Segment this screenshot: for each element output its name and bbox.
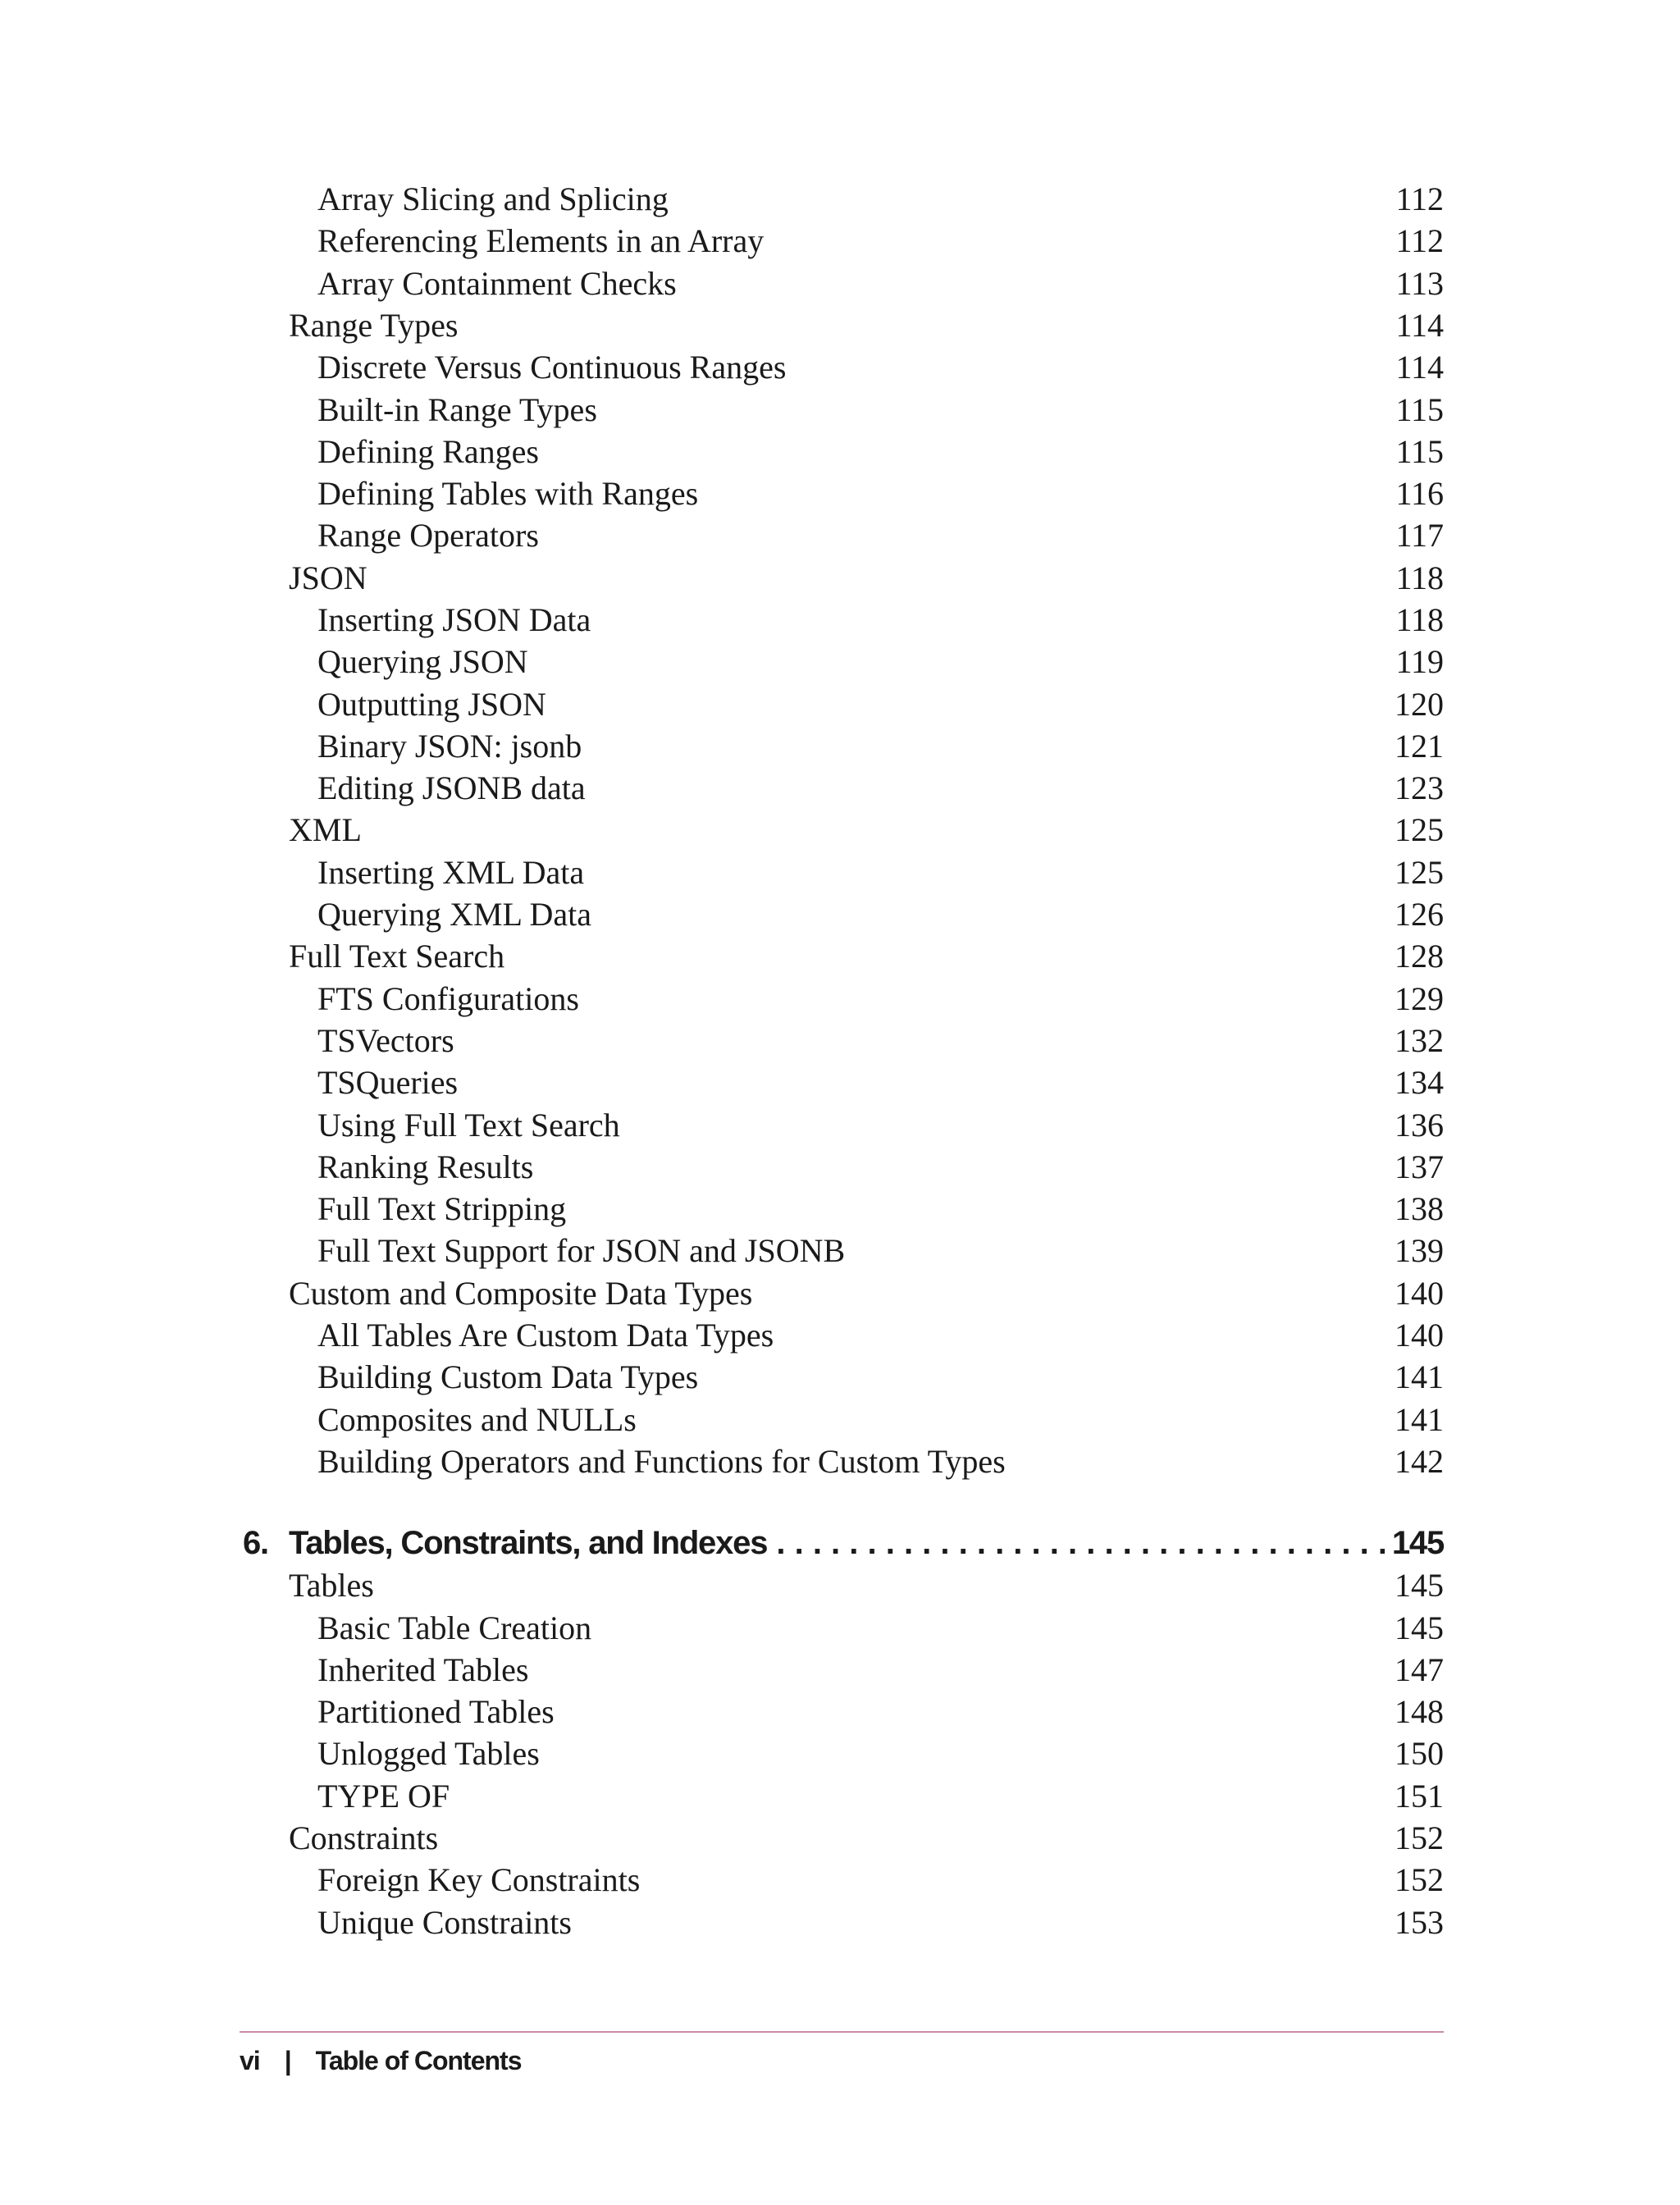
footer-rule (240, 2031, 1444, 2033)
toc-entry-row (0, 1440, 1680, 1483)
toc-entry-row (0, 1188, 1680, 1230)
page-number: 112 (1395, 222, 1444, 259)
page-number: 132 (1395, 1022, 1444, 1059)
entry-title: Constraints (289, 1819, 439, 1856)
toc-entry-row (0, 472, 1680, 515)
entry-title: Composites and NULLs (317, 1401, 637, 1438)
toc-entry-row (0, 641, 1680, 683)
toc-entry-row (0, 1817, 1680, 1860)
toc-entry-row (0, 1272, 1680, 1315)
entry-title: Custom and Composite Data Types (289, 1275, 753, 1312)
page-number: 119 (1395, 643, 1444, 680)
page-number: 116 (1395, 475, 1444, 512)
footer-page-number: vi (240, 2046, 260, 2075)
entry-title: Editing JSONB data (317, 769, 586, 806)
toc-entry-row (0, 1859, 1680, 1901)
page-number: 125 (1395, 811, 1444, 848)
toc-entry-row (0, 1607, 1680, 1650)
chapter-title: Tables, Constraints, and Indexes . . . (289, 1522, 1385, 1564)
entry-title: Referencing Elements in an Array (317, 222, 765, 259)
entry-title: Querying JSON (317, 643, 528, 680)
entry-title: Full Text Search (289, 938, 505, 975)
entry-title: Using Full Text Search (317, 1107, 620, 1144)
toc-entry-row (0, 1104, 1680, 1147)
entry-title: Basic Table Creation (317, 1609, 592, 1646)
page-number: 112 (1395, 180, 1444, 217)
toc-entry-row (0, 683, 1680, 726)
page-number: 118 (1395, 559, 1444, 596)
entry-title: TYPE OF (317, 1778, 450, 1815)
entry-title: Inserting XML Data (317, 854, 585, 891)
entry-title: Building Operators and Functions for Custom Types (317, 1443, 1006, 1480)
entry-title: FTS Configurations (317, 980, 579, 1017)
page-number: 128 (1395, 938, 1444, 975)
page-number: 117 (1395, 517, 1444, 554)
toc-entry-row (0, 1356, 1680, 1399)
page-number: 115 (1395, 433, 1444, 470)
page-number: 126 (1395, 896, 1444, 933)
page-number: 148 (1395, 1693, 1444, 1730)
entry-title: Ranking Results (317, 1148, 534, 1185)
page-number: 115 (1395, 391, 1444, 428)
page-number: 138 (1395, 1190, 1444, 1227)
entry-title: Defining Ranges (317, 433, 539, 470)
entry-title: Array Slicing and Splicing (317, 180, 669, 217)
page-number: 114 (1395, 307, 1444, 344)
entry-title: Built-in Range Types (317, 391, 597, 428)
toc-entry-row (0, 893, 1680, 936)
page-number: 137 (1395, 1148, 1444, 1185)
page-number: 125 (1395, 854, 1444, 891)
toc-entry-row (0, 1146, 1680, 1189)
toc-entry-row (0, 1399, 1680, 1441)
page-number: 147 (1395, 1651, 1444, 1688)
toc-entry-row (0, 978, 1680, 1020)
toc-entry-row (0, 346, 1680, 389)
page-number: 151 (1395, 1778, 1444, 1815)
footer-separator: | (284, 2046, 291, 2075)
page-number: 153 (1395, 1904, 1444, 1941)
entry-title: XML (289, 811, 362, 848)
entry-title: Full Text Support for JSON and JSONB (317, 1232, 846, 1269)
entry-title: Unique Constraints (317, 1904, 572, 1941)
toc-entry-row (0, 767, 1680, 810)
toc-entry-row (0, 599, 1680, 641)
entry-title: Building Custom Data Types (317, 1358, 699, 1395)
toc-entry-row (0, 1775, 1680, 1818)
page-number: 145 (1391, 1525, 1444, 1561)
toc-entry-row (0, 220, 1680, 262)
page-number: 139 (1395, 1232, 1444, 1269)
page-number: 129 (1395, 980, 1444, 1017)
entry-title: Range Types (289, 307, 459, 344)
toc-entry-row (0, 304, 1680, 347)
entry-title: Querying XML Data (317, 896, 591, 933)
entry-title: Outputting JSON (317, 686, 546, 723)
page-number: 145 (1395, 1567, 1444, 1604)
page-number: 141 (1395, 1358, 1444, 1395)
entry-title: Discrete Versus Continuous Ranges (317, 349, 787, 386)
toc-entry-row (0, 935, 1680, 978)
entry-title: Inherited Tables (317, 1651, 529, 1688)
toc-entry-row (0, 1061, 1680, 1104)
toc-entry-row (0, 557, 1680, 600)
toc-entry-row (0, 1230, 1680, 1272)
toc-entry-row (0, 262, 1680, 305)
page-number: 141 (1395, 1401, 1444, 1438)
toc-entry-row (0, 1649, 1680, 1691)
entry-title: JSON (289, 559, 368, 596)
toc-entry-row (0, 725, 1680, 768)
toc-entry-row (0, 1314, 1680, 1357)
entry-title: Partitioned Tables (317, 1693, 555, 1730)
page-number: 150 (1395, 1735, 1444, 1772)
entry-title: TSVectors (317, 1022, 454, 1059)
toc-entry-row (0, 1901, 1680, 1944)
toc-entry-row (0, 389, 1680, 431)
page-number: 134 (1395, 1064, 1444, 1101)
page-number: 120 (1395, 686, 1444, 723)
entry-title: Full Text Stripping (317, 1190, 567, 1227)
entry-title: Array Containment Checks (317, 265, 677, 302)
toc-entry-row (0, 431, 1680, 473)
entry-title: All Tables Are Custom Data Types (317, 1317, 774, 1354)
toc-entry-row (0, 178, 1680, 221)
page-footer (240, 2040, 521, 2081)
page-number: 140 (1395, 1275, 1444, 1312)
page-number: 145 (1395, 1609, 1444, 1646)
toc-entry-row (0, 1732, 1680, 1775)
toc-entry-row (0, 809, 1680, 851)
entry-title: Unlogged Tables (317, 1735, 540, 1772)
toc-entry-row (0, 1020, 1680, 1062)
page-number: 121 (1395, 728, 1444, 765)
toc-entry-row (0, 1691, 1680, 1733)
entry-title: Tables (289, 1567, 374, 1604)
page-number: 140 (1395, 1317, 1444, 1354)
entry-title: Range Operators (317, 517, 539, 554)
footer-section-title: Table of Contents (315, 2046, 522, 2075)
toc-entry-row (0, 514, 1680, 557)
entry-title: TSQueries (317, 1064, 459, 1101)
page-number: 123 (1395, 769, 1444, 806)
chapter-number: 6. (243, 1525, 268, 1561)
toc-entry-row (0, 1564, 1680, 1607)
page-number: 114 (1395, 349, 1444, 386)
entry-title: Binary JSON: jsonb (317, 728, 582, 765)
page-number: 152 (1395, 1819, 1444, 1856)
page-number: 152 (1395, 1861, 1444, 1898)
page-number: 136 (1395, 1107, 1444, 1144)
page-number: 142 (1395, 1443, 1444, 1480)
entry-title: Inserting JSON Data (317, 601, 591, 638)
entry-title: Defining Tables with Ranges (317, 475, 699, 512)
page-number: 118 (1395, 601, 1444, 638)
page-number: 113 (1395, 265, 1444, 302)
toc-entry-row (0, 851, 1680, 894)
toc-chapter-row (0, 1522, 1680, 1564)
entry-title: Foreign Key Constraints (317, 1861, 641, 1898)
